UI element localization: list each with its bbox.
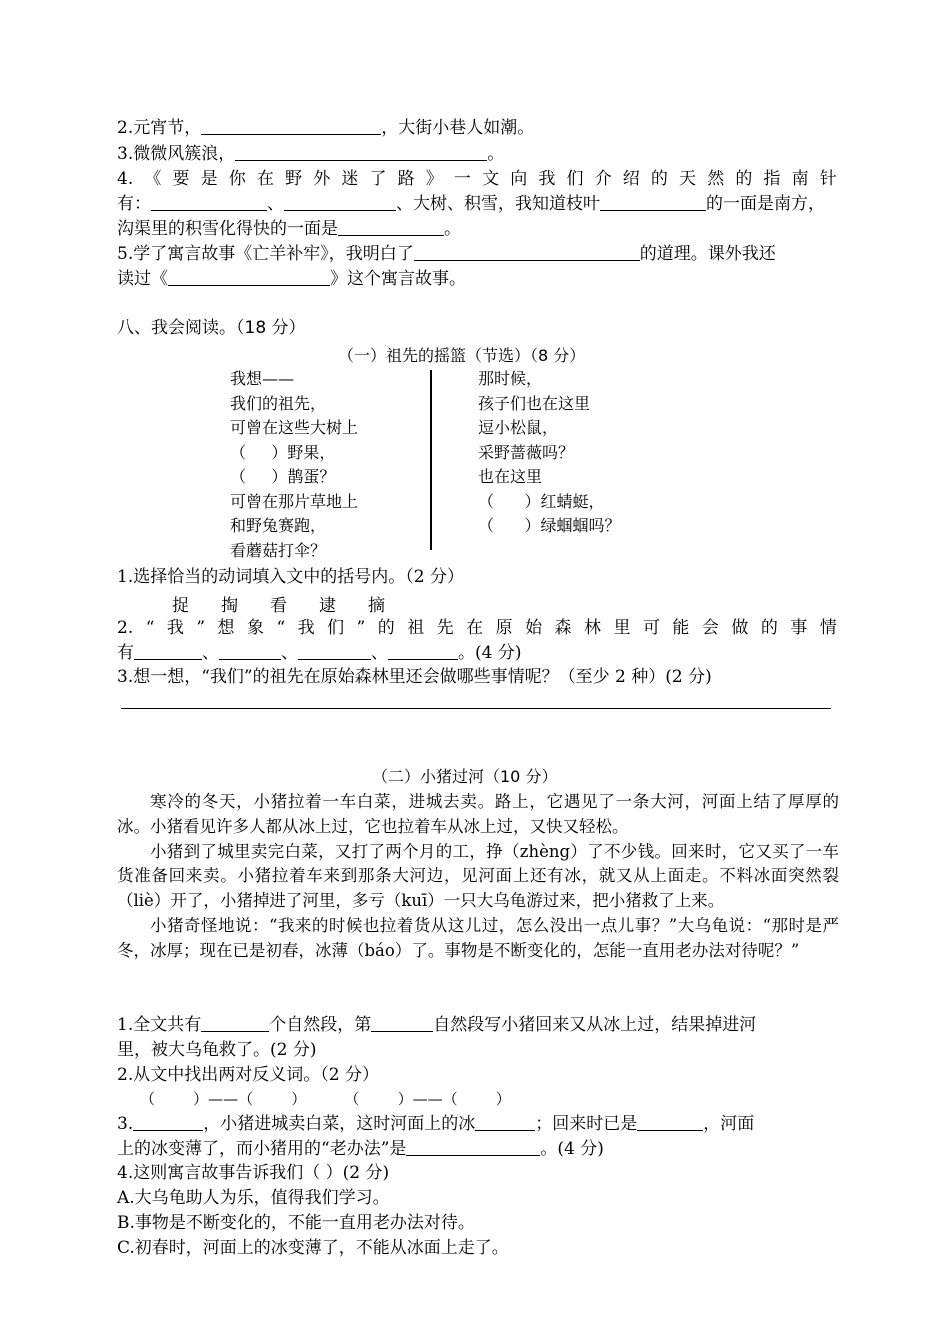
q7-2-text: 2.元宵节， — [117, 118, 202, 138]
poem-line: （ ）野果， — [230, 442, 336, 462]
q7-5b-text: 读过《 — [117, 269, 168, 289]
q7-4-char: 路 — [397, 169, 415, 189]
verb-option: 逮 — [319, 596, 336, 616]
passage-2-q1 — [117, 1013, 756, 1037]
q2-char: 事 — [790, 618, 808, 638]
q2-char: 先 — [436, 618, 454, 638]
answer-blank[interactable] — [298, 643, 371, 660]
q7-3-text: 3.微微风簇浪， — [117, 144, 236, 164]
poem-line: 那时候， — [478, 369, 543, 388]
poem-line: （ ）绿蝈蝈吗？ — [478, 516, 621, 535]
q7-4-char: 我 — [538, 169, 556, 189]
q7-5-text: 5.学了寓言故事《亡羊补牢》，我明白了 — [117, 244, 414, 264]
q2-char: 做 — [731, 618, 749, 638]
q3-text: ，小猪进城卖白菜，这时河面上的冰 — [203, 1114, 476, 1134]
passage-1-q2-blanks — [117, 641, 521, 665]
answer-blank[interactable] — [600, 194, 706, 211]
answer-blank[interactable] — [133, 1114, 203, 1131]
q7-4-char: 指 — [763, 169, 781, 189]
q2-char: 祖 — [407, 618, 425, 638]
poem-line: 也在这里 — [478, 467, 543, 486]
q7-4-char: 在 — [256, 169, 274, 189]
q7-4-char: 的 — [650, 169, 668, 189]
q2-char: 林 — [584, 618, 602, 638]
q2-char: 可 — [642, 618, 660, 638]
q2-char: ” — [356, 618, 366, 638]
answer-blank[interactable] — [151, 194, 267, 211]
verb-option: 掏 — [221, 596, 238, 616]
q7-4-char: 你 — [228, 169, 246, 189]
answer-blank[interactable] — [168, 269, 330, 286]
q3b-end: 。(4 分) — [540, 1139, 604, 1159]
story-paragraph: 小猪到了城里卖完白菜，又打了两个月的工，挣（zhèng）了不少钱。回来时，它又买了一车货准备回来卖。小猪拉着车来到那条大河边，见河面上还有冰，就又从上面走。不料冰面突然裂（liè）开了，小猪掉进了河里，多亏（kuī）一只大乌龟游过来，把小猪救了上来。 — [117, 841, 839, 911]
q7-line-4c — [117, 217, 461, 241]
q2-char: 会 — [701, 618, 719, 638]
q7-2-text-end: ，大街小巷人如潮。 — [381, 118, 535, 138]
passage-1-q1: 1.选择恰当的动词填入文中的括号内。（2 分） — [117, 567, 464, 587]
q2-char: 我 — [297, 618, 315, 638]
q7-line-2 — [117, 116, 534, 140]
q1-text: 1.全文共有 — [117, 1015, 202, 1035]
q2-char: 想 — [217, 618, 235, 638]
q7-4-sep: 、 — [267, 194, 284, 214]
q2-char: 在 — [466, 618, 484, 638]
answer-blank[interactable] — [406, 1139, 540, 1156]
q3-num: 3. — [117, 1114, 134, 1134]
passage-2-q4: 4.这则寓言故事告诉我们（ ）(2 分) — [117, 1163, 390, 1183]
q7-4-char: 迷 — [341, 169, 359, 189]
passage-1-q2 — [117, 616, 837, 640]
q2-char: 象 — [246, 618, 264, 638]
option-a[interactable]: A.大乌龟助人为乐，值得我们学习。 — [117, 1188, 390, 1208]
q2-char: 的 — [760, 618, 778, 638]
answer-line[interactable] — [121, 708, 831, 709]
q2-end: 。(4 分) — [458, 643, 522, 663]
passage-2-q1b: 里，被大乌龟救了。(2 分) — [117, 1040, 317, 1060]
poem-line: 可曾在那片草地上 — [230, 491, 359, 511]
q3b-text: 上的冰变薄了，而小猪用的“老办法”是 — [117, 1139, 407, 1159]
passage-2-q2: 2.从文中找出两对反义词。（2 分） — [117, 1065, 379, 1085]
q3-text-end: ，河面 — [703, 1114, 755, 1134]
story-paragraph: 寒冷的冬天，小猪拉着一车白菜，进城去卖。路上，它遇见了一条大河，河面上结了厚厚的冰。小猪看见许多人都从冰上过，它也拉着车从冰上过，又快又轻松。 — [117, 792, 839, 836]
passage-2-title: （二）小猪过河（10 分） — [372, 767, 558, 786]
q2-char: 森 — [554, 618, 572, 638]
passage-2-text — [117, 790, 839, 964]
verb-option: 看 — [270, 596, 287, 616]
answer-blank[interactable] — [134, 643, 202, 660]
poem-line: 我们的祖先， — [230, 393, 327, 413]
answer-blank[interactable] — [219, 643, 281, 660]
q7-4-char: 们 — [566, 169, 584, 189]
q2-char: 们 — [327, 618, 345, 638]
verb-choices — [172, 591, 417, 616]
q2-char: 能 — [672, 618, 690, 638]
answer-blank[interactable] — [235, 144, 487, 161]
option-b[interactable]: B.事物是不断变化的，不能一直用老办法对待。 — [117, 1213, 475, 1233]
answer-blank[interactable] — [388, 643, 458, 660]
q7-4-char: 要 — [172, 169, 190, 189]
answer-blank[interactable] — [201, 118, 381, 135]
answer-blank[interactable] — [371, 1015, 433, 1032]
q1-text-end: 自然段写小猪回来又从冰上过，结果掉进河 — [433, 1015, 757, 1035]
q7-4-char: 文 — [482, 169, 500, 189]
q2-sep: 、 — [371, 643, 388, 663]
verb-option: 捉 — [172, 596, 189, 616]
q7-4-text: 有： — [117, 194, 151, 214]
q2-char: 始 — [525, 618, 543, 638]
q7-4-char: 绍 — [622, 169, 640, 189]
q7-line-3 — [117, 142, 504, 166]
option-c[interactable]: C.初春时，河面上的冰变薄了，不能从冰面上走了。 — [117, 1238, 509, 1258]
q7-4-char: 一 — [453, 169, 471, 189]
q2-char: “ — [145, 618, 155, 638]
q2-prefix: 有 — [117, 643, 134, 663]
q7-4-char: 野 — [285, 169, 303, 189]
q2-char: 原 — [495, 618, 513, 638]
antonym-pairs[interactable]: （ ）——（ ） （ ）——（ ） — [140, 1090, 511, 1108]
story-paragraph: 小猪奇怪地说：“我来的时候也拉着货从这儿过，怎么没出一点儿事？”大乌龟说：“那时是严冬，冰厚；现在已是初春，冰薄（báo）了。事物是不断变化的，怎能一直用老办法对待呢？” — [117, 915, 839, 960]
poem-line: 看蘑菇打伞？ — [230, 540, 327, 560]
q3-text-mid: ；回来时已是 — [535, 1114, 638, 1134]
q7-3-text-end: 。 — [487, 144, 505, 164]
q7-line-5 — [117, 242, 776, 266]
section-heading: 八、我会阅读。（18 分） — [117, 318, 306, 338]
q7-4-char: 介 — [594, 169, 612, 189]
q7-4-char: 是 — [200, 169, 218, 189]
q7-4-char: 然 — [707, 169, 725, 189]
q7-4-char: 天 — [679, 169, 697, 189]
poem-right-column — [478, 367, 621, 539]
q2-char: 里 — [613, 618, 631, 638]
answer-blank[interactable] — [414, 244, 640, 261]
poem-line: （ ）鹊蛋？ — [230, 467, 336, 486]
q7-4-char: 4. — [117, 169, 134, 189]
q7-4c-end: 。 — [444, 219, 461, 239]
poem-line: （ ）红蜻蜓， — [478, 491, 605, 511]
q7-line-4b — [117, 192, 825, 216]
poem-divider — [430, 370, 432, 550]
q2-char: 2. — [117, 618, 134, 638]
q7-line-5b — [117, 267, 466, 291]
answer-blank[interactable] — [475, 1114, 535, 1131]
q7-4-char: 南 — [791, 169, 809, 189]
poem-left-column — [230, 367, 358, 563]
passage-1-title: （一）祖先的摇篮（节选）（8 分） — [338, 346, 586, 365]
q7-4c-text: 沟渠里的积雪化得快的一面是 — [117, 219, 338, 239]
poem-line: 孩子们也在这里 — [478, 393, 591, 413]
passage-2-q3b — [117, 1137, 604, 1161]
q2-char: 的 — [377, 618, 395, 638]
poem-line: 逗小松鼠， — [478, 418, 559, 437]
q2-sep: 、 — [202, 643, 219, 663]
poem-line: 采野蔷薇吗？ — [478, 442, 575, 462]
q2-char: 我 — [166, 618, 184, 638]
passage-1-q3: 3.想一想，“我们”的祖先在原始森林里还会做哪些事情呢？（至少 2 种）(2 分) — [117, 667, 712, 687]
q2-char: ” — [196, 618, 206, 638]
q1-text-mid: 个自然段，第 — [269, 1015, 372, 1035]
q7-5b-end: 》这个寓言故事。 — [330, 269, 466, 289]
passage-2-q3 — [117, 1112, 754, 1136]
q7-4-char: 向 — [510, 169, 528, 189]
poem-line: 和野兔赛跑， — [230, 516, 327, 535]
answer-blank[interactable] — [338, 219, 444, 236]
q7-4-char: 《 — [144, 169, 162, 189]
q2-char: 情 — [819, 618, 837, 638]
q2-char: “ — [276, 618, 286, 638]
poem-line: 可曾在这些大树上 — [230, 418, 359, 437]
q7-4-char: 的 — [735, 169, 753, 189]
q2-sep: 、 — [281, 643, 298, 663]
q7-4-char: 针 — [819, 169, 837, 189]
q7-line-4 — [117, 167, 837, 191]
answer-blank[interactable] — [284, 194, 396, 211]
q7-5-text-end: 的道理。课外我还 — [639, 244, 776, 264]
q7-4-char: 了 — [369, 169, 387, 189]
answer-blank[interactable] — [201, 1015, 269, 1032]
answer-blank[interactable] — [637, 1114, 703, 1131]
q7-4-text-end: 的一面是南方， — [706, 194, 825, 214]
q7-4-char: 外 — [313, 169, 331, 189]
verb-option: 摘 — [368, 596, 385, 616]
q7-4-char: 》 — [425, 169, 443, 189]
q7-4-text-mid: 、大树、积雪，我知道枝叶 — [396, 194, 600, 214]
poem-line: 我想—— — [230, 369, 295, 388]
